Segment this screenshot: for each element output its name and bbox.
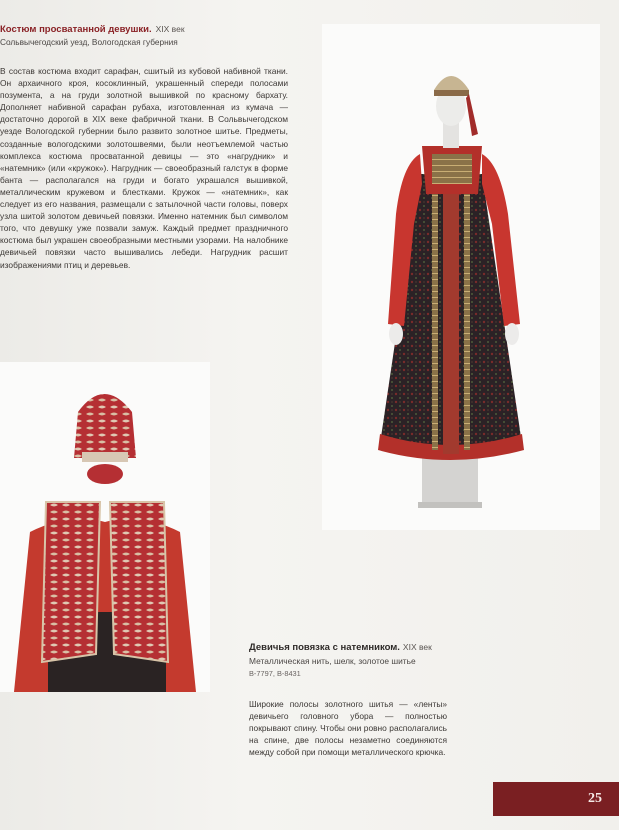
costume-illustration bbox=[322, 24, 600, 530]
section1-body-text: В состав костюма входит сарафан, сшитый из кубовой набивной ткани. Он архаичного кроя, косоклинный, украшенный спереди полосами позумента, а на груди золотной вышивкой по красному бархату. Дополняет набивной сарафан рубаха, изготовленная из кумача — достаточно дорогой в XIX веке фабричной ткани. В Сольвычегодском уезде Вологодской губернии было развито золотное шитье. Предметы, созданные вологодскими золотошвеями, были неотъемлемой частью комплекса костюма просватанной девицы — это «нагрудник» и «натемник» (или «кружок»). Нагрудник — своеобразный галстук в форме банта — располагался на груди и богато украшался вышивкой, металлическим кружевом и блестками. Кружок — «натемник», как следует из его названия, размещали с затылочной части головы, поверх узла шитой золотом девичьей повязки. Именно натемник был символом того, что девушку уже позвали замуж. Каждый предмет праздничного костюма был украшен своеобразными местными узорами. На налобнике девичьей повязки часто вышивались лебеди. Нагрудник расшит изображениями птиц и деревьев. bbox=[0, 66, 288, 270]
section2-material: Металлическая нить, шелк, золотое шитье bbox=[249, 656, 416, 666]
page-number-tab bbox=[493, 782, 619, 816]
section1-period: XIX век bbox=[155, 24, 185, 34]
headdress-illustration bbox=[0, 362, 210, 692]
section1-title bbox=[0, 23, 300, 36]
headdress-photo bbox=[0, 362, 210, 692]
section2-inventory: В-7797, В-8431 bbox=[249, 669, 301, 678]
section2-body bbox=[249, 698, 447, 758]
section1-origin: Сольвычегодский уезд, Вологодская губерния bbox=[0, 37, 178, 47]
section2-period: XIX век bbox=[402, 642, 432, 652]
section1-title-text: Костюм просватанной девушки. bbox=[0, 24, 152, 35]
page-number: 25 bbox=[588, 791, 602, 806]
section2-title bbox=[249, 641, 549, 654]
section1-body bbox=[0, 65, 288, 271]
section2-body-text: Широкие полосы золотного шитья — «ленты» девичьего головного убора — полностью покрывают спину. Чтобы они ровно располагались на спине, две полосы незаметно соединяются между собой при помощи металлического крючка. bbox=[249, 699, 447, 758]
costume-photo bbox=[322, 24, 600, 530]
section2-title-text: Девичья повязка с натемником. bbox=[249, 642, 400, 653]
